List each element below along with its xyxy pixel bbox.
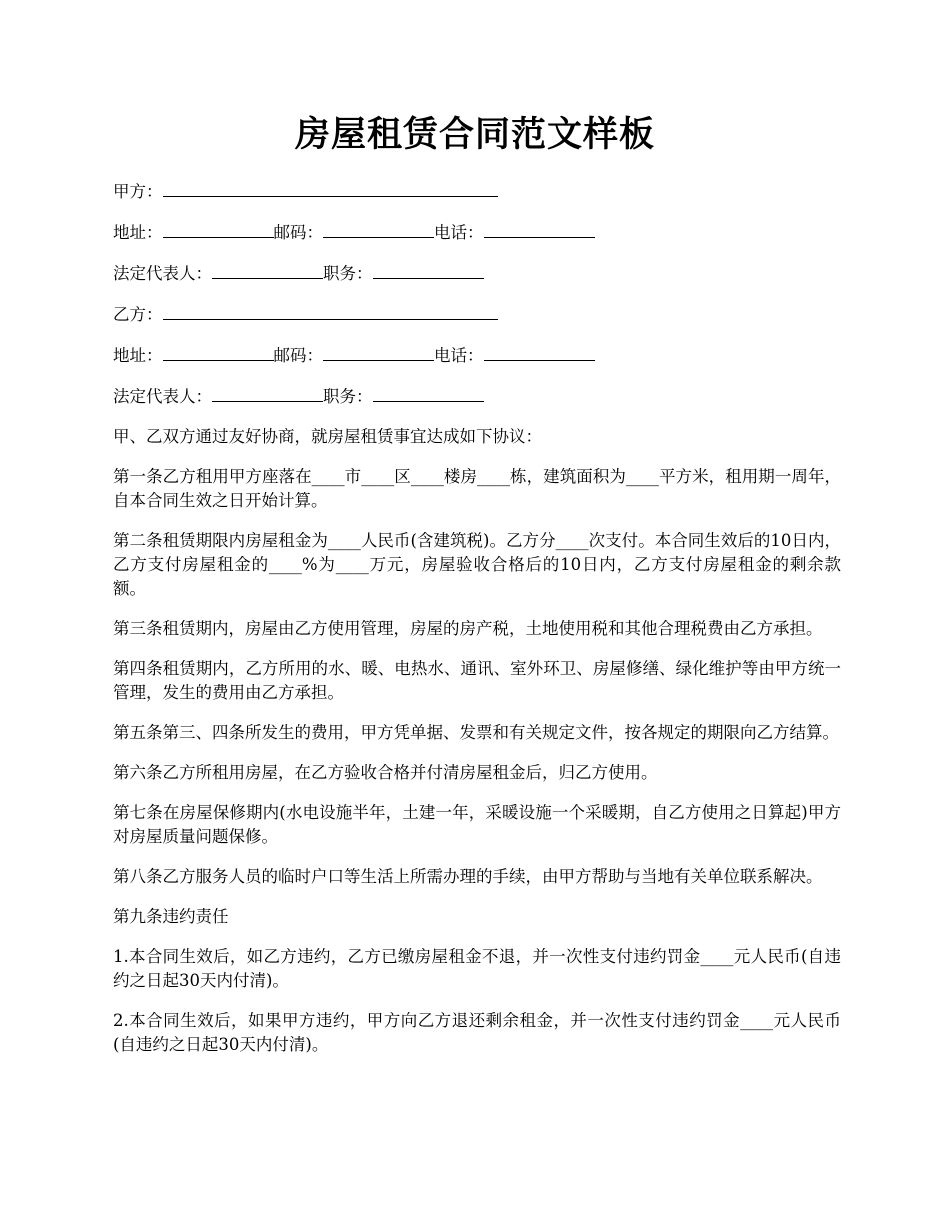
party-b-position-blank	[373, 384, 484, 402]
party-a-name-blank	[163, 179, 498, 197]
party-b-address-blank	[163, 343, 274, 361]
party-b-contact-line	[113, 343, 841, 367]
party-a-postcode-label: 邮码：	[273, 223, 323, 242]
party-a-position-label: 职务：	[323, 264, 373, 283]
party-b-name-blank	[163, 302, 498, 320]
party-a-address-label: 地址：	[113, 223, 163, 242]
article-2: 第二条租赁期限内房屋租金为____人民币(含建筑税)。乙方分____次支付。本合同生效后的10日内，乙方支付房屋租金的____%为____万元，房屋验收合格后的10日内，乙方支付房屋租金的剩余款额。	[113, 531, 841, 598]
party-b-rep-line	[113, 384, 841, 408]
article-3: 第三条租赁期内，房屋由乙方使用管理，房屋的房产税，土地使用税和其他合理税费由乙方承担。	[113, 619, 823, 638]
article-9-clause-2: 2.本合同生效后，如果甲方违约，甲方向乙方退还剩余租金，并一次性支付违约罚金____元人民币(自违约之日起30天内付清)。	[113, 1011, 841, 1054]
party-b-rep-label: 法定代表人：	[113, 387, 212, 406]
party-a-rep-line	[113, 261, 841, 285]
document-body	[113, 179, 841, 1073]
article-8: 第八条乙方服务人员的临时户口等生活上所需办理的手续，由甲方帮助与当地有关单位联系解决。	[113, 867, 823, 886]
party-a-name-label: 甲方：	[113, 182, 163, 201]
party-a-contact-line	[113, 220, 841, 244]
party-b-phone-blank	[484, 343, 595, 361]
article-4: 第四条租赁期内，乙方所用的水、暖、电热水、通讯、室外环卫、房屋修缮、绿化维护等由甲方统一管理，发生的费用由乙方承担。	[113, 659, 841, 702]
party-b-position-label: 职务：	[323, 387, 373, 406]
article-7: 第七条在房屋保修期内(水电设施半年，土建一年，采暖设施一个采暖期，自乙方使用之日算起)甲方对房屋质量问题保修。	[113, 803, 841, 846]
party-b-rep-blank	[212, 384, 323, 402]
article-9-heading: 第九条违约责任	[113, 907, 229, 926]
party-a-rep-label: 法定代表人：	[113, 264, 212, 283]
party-a-postcode-blank	[323, 220, 434, 238]
intro-paragraph: 甲、乙双方通过友好协商，就房屋租赁事宜达成如下协议：	[113, 427, 542, 446]
party-b-name-label: 乙方：	[113, 305, 163, 324]
party-a-name-line	[113, 179, 841, 203]
party-b-phone-label: 电话：	[434, 346, 484, 365]
party-a-address-blank	[163, 220, 274, 238]
party-a-phone-blank	[484, 220, 595, 238]
party-b-postcode-label: 邮码：	[273, 346, 323, 365]
article-9-clause-1: 1.本合同生效后，如乙方违约，乙方已缴房屋租金不退，并一次性支付违约罚金____元人民币(自违约之日起30天内付清)。	[113, 947, 841, 990]
party-b-address-label: 地址：	[113, 346, 163, 365]
party-a-position-blank	[373, 261, 484, 279]
document-title: 房屋租赁合同范文样板	[294, 114, 655, 155]
party-b-postcode-blank	[323, 343, 434, 361]
article-6: 第六条乙方所租用房屋，在乙方验收合格并付清房屋租金后，归乙方使用。	[113, 763, 658, 782]
party-a-rep-blank	[212, 261, 323, 279]
party-b-name-line	[113, 302, 841, 326]
article-5: 第五条第三、四条所发生的费用，甲方凭单据、发票和有关规定文件，按各规定的期限向乙方结算。	[113, 723, 839, 742]
article-1: 第一条乙方租用甲方座落在____市____区____楼房____栋，建筑面积为____平方米，租用期一周年，自本合同生效之日开始计算。	[113, 467, 841, 510]
party-a-phone-label: 电话：	[434, 223, 484, 242]
